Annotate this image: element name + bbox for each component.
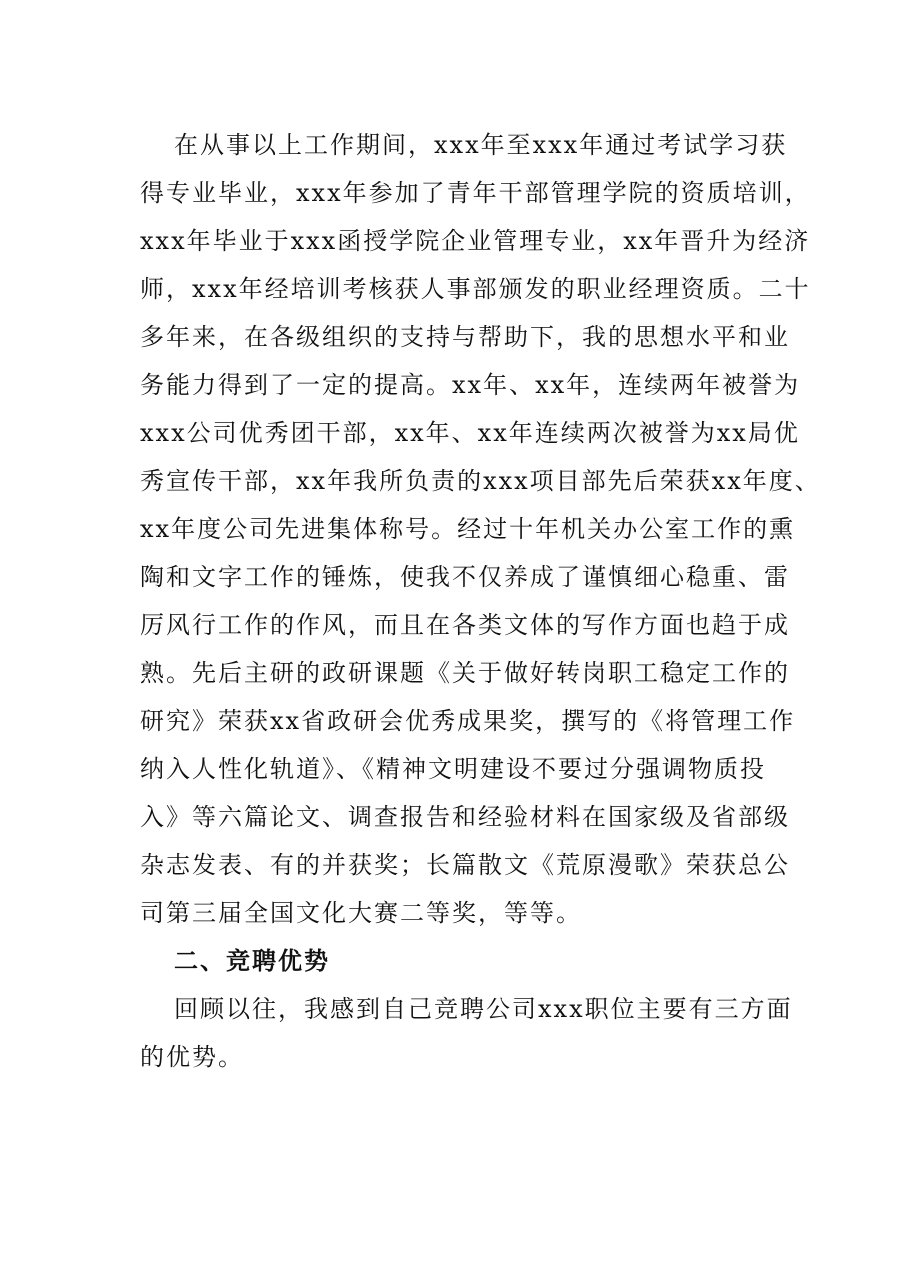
text-line: 研究》荣获xx省政研会优秀成果奖，撰写的《将管理工作 <box>140 707 796 735</box>
text-line: 的优势。 <box>140 1043 244 1071</box>
text-line: 在从事以上工作期间，xxx年至xxx年通过考试学习获 <box>174 131 788 159</box>
text-line: 秀宣传干部，xx年我所负责的xxx项目部先后荣获xx年度、 <box>140 467 821 495</box>
text-line: 入》等六篇论文、调查报告和经验材料在国家级及省部级 <box>140 803 790 831</box>
text-line: 回顾以往，我感到自己竞聘公司xxx职位主要有三方面 <box>174 995 793 1023</box>
text-line: xx年度公司先进集体称号。经过十年机关办公室工作的熏 <box>140 515 796 543</box>
text-line: 杂志发表、有的并获奖；长篇散文《荒原漫歌》荣获总公 <box>140 851 790 879</box>
text-line: 厉风行工作的作风，而且在各类文体的写作方面也趋于成 <box>140 611 790 639</box>
document-body <box>140 121 821 1081</box>
text-line: xxx年毕业于xxx函授学院企业管理专业，xx年晋升为经济 <box>140 227 811 255</box>
text-line: 师，xxx年经培训考核获人事部颁发的职业经理资质。二十 <box>140 275 811 303</box>
section-heading: 二、竞聘优势 <box>174 947 330 975</box>
text-line: 多年来，在各级组织的支持与帮助下，我的思想水平和业 <box>140 323 790 351</box>
text-line: 纳入人性化轨道》、《精神文明建设不要过分强调物质投 <box>140 755 766 783</box>
text-line: xxx公司优秀团干部，xx年、xx年连续两次被誉为xx局优 <box>140 419 800 447</box>
text-line: 得专业毕业，xxx年参加了青年干部管理学院的资质培训， <box>140 179 811 207</box>
paragraph-experience <box>140 121 821 937</box>
text-line: 司第三届全国文化大赛二等奖，等等。 <box>140 899 582 927</box>
text-line: 熟。先后主研的政研课题《关于做好转岗职工稳定工作的 <box>140 659 790 687</box>
paragraph-advantages <box>140 985 793 1081</box>
text-line: 务能力得到了一定的提高。xx年、xx年，连续两年被誉为 <box>140 371 801 399</box>
text-line: 陶和文字工作的锤炼，使我不仅养成了谨慎细心稳重、雷 <box>140 563 790 591</box>
